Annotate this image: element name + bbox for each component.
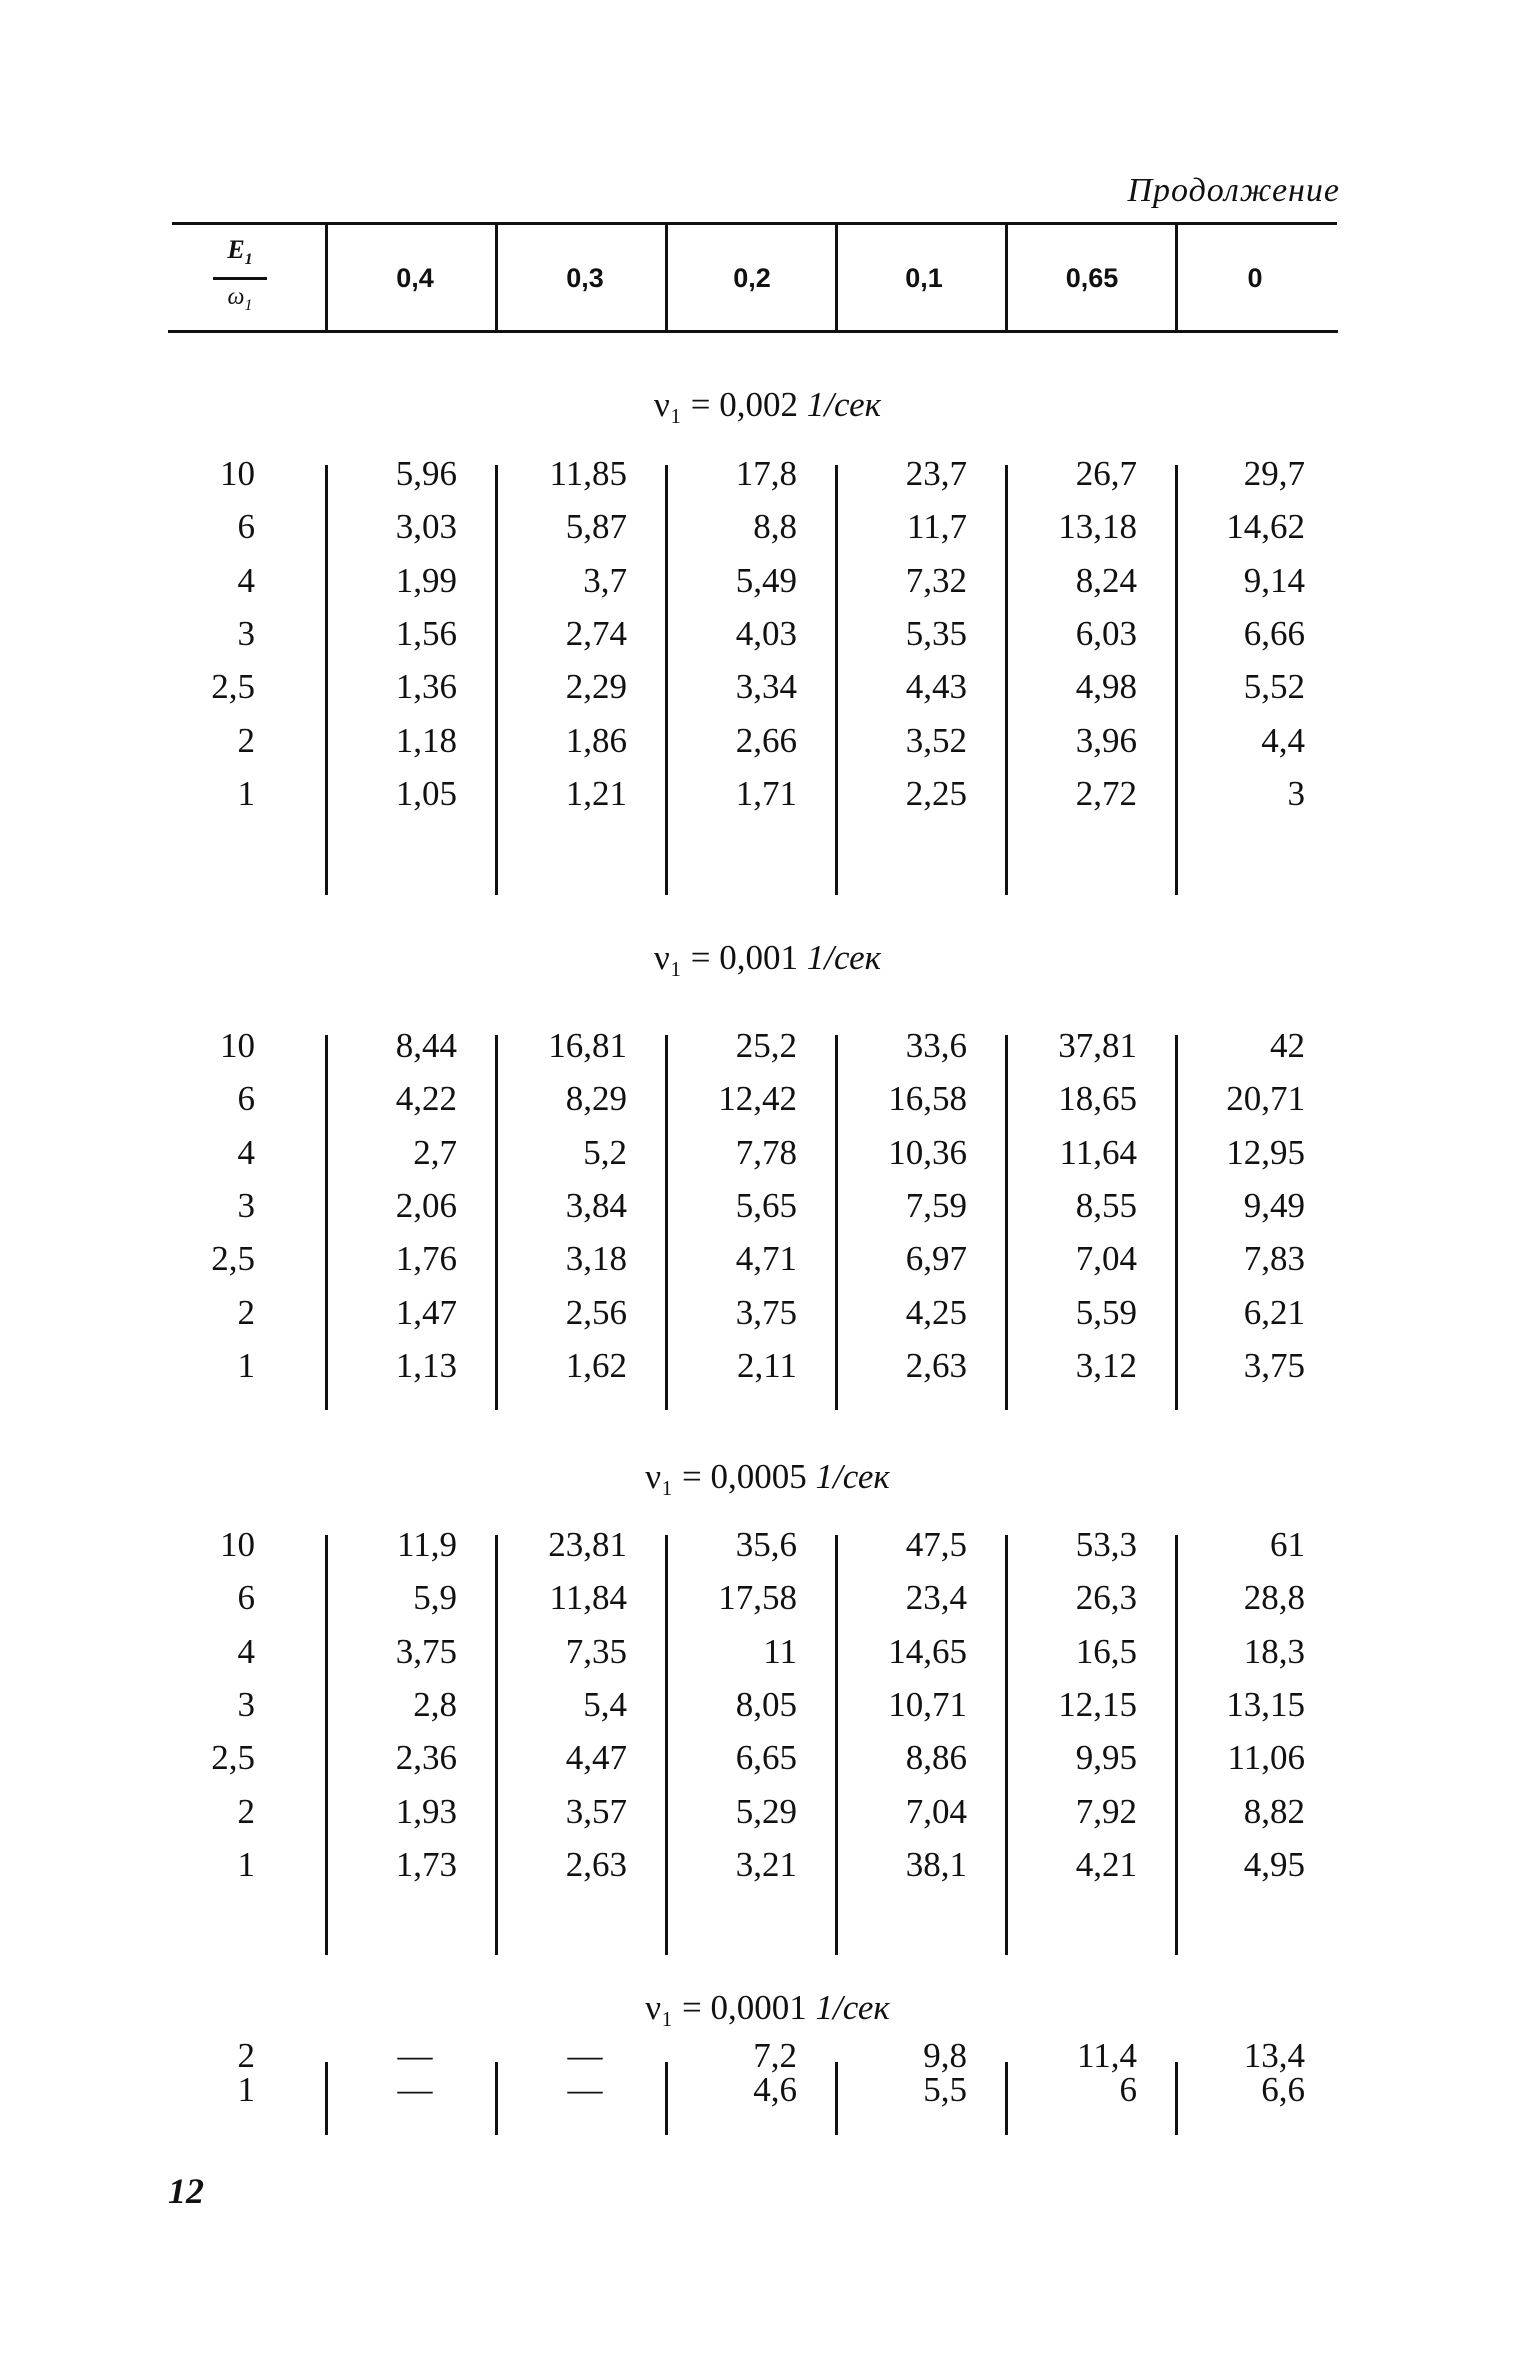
header-top-rule <box>172 222 1337 225</box>
page-number: 12 <box>168 2171 204 2211</box>
table-cell: 4,22 <box>395 1079 457 1119</box>
table-cell: 12,42 <box>718 1079 797 1119</box>
table-cell: 4,4 <box>1261 720 1305 760</box>
table-cell: — <box>397 2036 433 2075</box>
table-cell: 5,59 <box>1075 1292 1137 1332</box>
header-label-numerator <box>205 235 275 275</box>
table-cell: 2,63 <box>565 1844 627 1884</box>
table-cell: 5,5 <box>923 2070 967 2109</box>
row-key: 4 <box>237 1631 255 1671</box>
table-cell: 7,2 <box>753 2036 797 2075</box>
column-rule <box>495 2062 498 2135</box>
table-cell: 3,7 <box>583 560 627 600</box>
table-cell: 4,43 <box>905 667 967 707</box>
denominator-subscript: 1 <box>244 296 253 314</box>
section-caption <box>0 938 1535 978</box>
row-key: 4 <box>237 560 255 600</box>
caption-viscosity: ν₁ = 0,0005 <box>645 1457 807 1496</box>
table-cell: 4,71 <box>735 1239 797 1279</box>
table-cell: 1,76 <box>395 1239 457 1279</box>
table-cell: 3,18 <box>565 1239 627 1279</box>
table-cell: 53,3 <box>1075 1525 1137 1564</box>
caption-viscosity: ν₁ = 0,0001 <box>645 1988 807 2027</box>
table-cell: 3,12 <box>1075 1345 1137 1385</box>
table-cell: 3,96 <box>1075 720 1137 760</box>
table-cell: 2,8 <box>413 1684 457 1724</box>
table-cell: 4,21 <box>1075 1844 1137 1884</box>
table-cell: 3,75 <box>1243 1345 1305 1385</box>
row-key: 3 <box>237 1684 255 1724</box>
row-key: 1 <box>237 773 255 813</box>
table-cell: 11,4 <box>1077 2036 1137 2075</box>
table-cell: 25,2 <box>735 1026 797 1065</box>
table-cell: 12,15 <box>1058 1684 1137 1724</box>
table-cell: 5,96 <box>395 454 457 493</box>
table-cell: 3,75 <box>735 1292 797 1332</box>
row-key: 6 <box>237 507 255 547</box>
header-column-label: 0,3 <box>566 263 604 293</box>
table-cell: 6 <box>1119 2070 1137 2109</box>
row-key: 1 <box>237 1345 255 1385</box>
table-cell: 37,81 <box>1058 1026 1137 1065</box>
table-cell: 10,71 <box>888 1684 967 1724</box>
table-cell: 7,78 <box>735 1132 797 1172</box>
row-key: 3 <box>237 613 255 653</box>
header-column-rule <box>665 222 668 330</box>
table-cell: — <box>397 2070 433 2109</box>
table-cell: 4,03 <box>735 613 797 653</box>
table-cell: 20,71 <box>1226 1079 1305 1119</box>
table-cell: 8,44 <box>395 1026 457 1065</box>
table-cell: 2,74 <box>565 613 627 653</box>
table-cell: 6,6 <box>1261 2070 1305 2109</box>
table-cell: 9,49 <box>1243 1185 1305 1225</box>
caption-unit: 1/сек <box>806 938 881 977</box>
table-cell: 5,29 <box>735 1791 797 1831</box>
table-cell: 16,58 <box>888 1079 967 1119</box>
table-cell: 6,66 <box>1243 613 1305 653</box>
table-cell: 26,3 <box>1075 1578 1137 1618</box>
header-column-rule <box>835 222 838 330</box>
table-cell: 28,8 <box>1243 1578 1305 1618</box>
row-key: 2,5 <box>211 667 255 707</box>
table-cell: 10,36 <box>888 1132 967 1172</box>
table-cell: 16,5 <box>1075 1631 1137 1671</box>
table-cell: 1,86 <box>565 720 627 760</box>
table-cell: 11,06 <box>1227 1738 1305 1778</box>
row-key: 2,5 <box>211 1738 255 1778</box>
header-column-label: 0,4 <box>396 263 434 293</box>
table-cell: 8,82 <box>1243 1791 1305 1831</box>
table-cell: 2,72 <box>1075 773 1137 813</box>
header-column-label: 0,65 <box>1065 263 1119 293</box>
table-cell: 42 <box>1270 1026 1305 1065</box>
table-cell: 7,83 <box>1243 1239 1305 1279</box>
row-key: 10 <box>220 454 255 493</box>
table-cell: 12,95 <box>1226 1132 1305 1172</box>
table-cell: 7,35 <box>565 1631 627 1671</box>
column-rule <box>325 2062 328 2135</box>
table-cell: 6,65 <box>735 1738 797 1778</box>
table-cell: 23,7 <box>905 454 967 493</box>
row-key: 2 <box>237 2036 255 2075</box>
header-column-label: 0,2 <box>733 263 771 293</box>
table-cell: 3,21 <box>735 1844 797 1884</box>
table-cell: 61 <box>1270 1525 1305 1564</box>
table-cell: 8,05 <box>735 1684 797 1724</box>
table-cell: 3,57 <box>565 1791 627 1831</box>
header-column-label: 0,1 <box>905 263 943 293</box>
row-key: 3 <box>237 1185 255 1225</box>
table-cell: 13,4 <box>1243 2036 1305 2075</box>
row-key: 1 <box>237 1844 255 1884</box>
table-cell: 4,95 <box>1243 1844 1305 1884</box>
table-cell: 26,7 <box>1075 454 1137 493</box>
table-cell: 1,93 <box>395 1791 457 1831</box>
table-cell: 3,84 <box>565 1185 627 1225</box>
row-key: 10 <box>220 1525 255 1564</box>
table-cell: 13,18 <box>1058 507 1137 547</box>
header-label-denominator <box>205 282 275 321</box>
table-cell: 3,03 <box>395 507 457 547</box>
table-cell: 5,87 <box>565 507 627 547</box>
numerator-subscript: 1 <box>244 251 253 269</box>
table-cell: 2,06 <box>395 1185 457 1225</box>
row-key: 4 <box>237 1132 255 1172</box>
table-cell: 33,6 <box>905 1026 967 1065</box>
table-cell: 2,63 <box>905 1345 967 1385</box>
table-cell: 8,55 <box>1075 1185 1137 1225</box>
caption-unit: 1/сек <box>806 385 881 424</box>
row-key: 10 <box>220 1026 255 1065</box>
table-cell: 3,34 <box>735 667 797 707</box>
table-cell: 5,9 <box>413 1578 457 1618</box>
table-cell: 5,4 <box>583 1684 627 1724</box>
table-cell: 2,66 <box>735 720 797 760</box>
table-cell: 8,86 <box>905 1738 967 1778</box>
table-cell: 5,65 <box>735 1185 797 1225</box>
table-cell: 18,3 <box>1243 1631 1305 1671</box>
table-cell: 3 <box>1287 773 1305 813</box>
row-key: 1 <box>237 2070 255 2109</box>
table-cell: 1,73 <box>395 1844 457 1884</box>
table-cell: 1,36 <box>395 667 457 707</box>
table-cell: 5,35 <box>905 613 967 653</box>
table-cell: 7,04 <box>1075 1239 1137 1279</box>
header-label <box>205 235 275 321</box>
table-cell: 3,52 <box>905 720 967 760</box>
header-bottom-rule <box>168 330 1338 333</box>
table-cell: 18,65 <box>1058 1079 1137 1119</box>
numerator-symbol: E <box>227 235 245 264</box>
caption-unit: 1/сек <box>815 1988 890 2027</box>
table-cell: 2,36 <box>395 1738 457 1778</box>
table-cell: 8,8 <box>753 507 797 547</box>
denominator-symbol: ω <box>227 284 245 311</box>
header-column-rule <box>495 222 498 330</box>
row-key: 6 <box>237 1578 255 1618</box>
table-cell: 7,32 <box>905 560 967 600</box>
table-cell: 2,25 <box>905 773 967 813</box>
table-cell: 1,18 <box>395 720 457 760</box>
table-cell: 7,92 <box>1075 1791 1137 1831</box>
row-key: 2 <box>237 720 255 760</box>
row-key: 2 <box>237 1292 255 1332</box>
table-cell: — <box>567 2036 603 2075</box>
table-cell: 1,62 <box>565 1345 627 1385</box>
table-cell: 11,84 <box>549 1578 627 1618</box>
section-caption <box>0 1457 1535 1497</box>
table-cell: 4,98 <box>1075 667 1137 707</box>
caption-viscosity: ν₁ = 0,002 <box>654 385 799 424</box>
table-cell: 1,71 <box>735 773 797 813</box>
table-cell: 11,85 <box>549 454 627 493</box>
table-cell: 4,6 <box>753 2070 797 2109</box>
table-cell: 1,99 <box>395 560 457 600</box>
header-column-rule <box>1005 222 1008 330</box>
table-cell: 2,56 <box>565 1292 627 1332</box>
table-cell: 35,6 <box>735 1525 797 1564</box>
table-cell: — <box>567 2070 603 2109</box>
section-caption <box>0 385 1535 425</box>
table-cell: 8,24 <box>1075 560 1137 600</box>
table-cell: 7,59 <box>905 1185 967 1225</box>
table-cell: 9,95 <box>1075 1738 1137 1778</box>
table-cell: 1,56 <box>395 613 457 653</box>
table-cell: 5,49 <box>735 560 797 600</box>
table-cell: 4,47 <box>565 1738 627 1778</box>
section-caption <box>0 1988 1535 2028</box>
table-cell: 7,04 <box>905 1791 967 1831</box>
row-key: 2 <box>237 1791 255 1831</box>
table-cell: 29,7 <box>1243 454 1305 493</box>
caption-viscosity: ν₁ = 0,001 <box>654 938 799 977</box>
table-cell: 23,81 <box>548 1525 627 1564</box>
table-cell: 6,03 <box>1075 613 1137 653</box>
table-cell: 11 <box>763 1631 797 1671</box>
table-cell: 17,58 <box>718 1578 797 1618</box>
table-cell: 11,7 <box>907 507 967 547</box>
table-cell: 9,8 <box>923 2036 967 2075</box>
table-cell: 16,81 <box>548 1026 627 1065</box>
table-cell: 8,29 <box>565 1079 627 1119</box>
row-key: 6 <box>237 1079 255 1119</box>
table-cell: 14,62 <box>1226 507 1305 547</box>
table-cell: 6,97 <box>905 1239 967 1279</box>
table-cell: 1,05 <box>395 773 457 813</box>
table-cell: 3,75 <box>395 1631 457 1671</box>
table-cell: 1,13 <box>395 1345 457 1385</box>
table-cell: 6,21 <box>1243 1292 1305 1332</box>
table-cell: 5,2 <box>583 1132 627 1172</box>
table-cell: 38,1 <box>905 1844 967 1884</box>
table-cell: 2,7 <box>413 1132 457 1172</box>
caption-unit: 1/сек <box>815 1457 890 1496</box>
table-cell: 14,65 <box>888 1631 967 1671</box>
table-cell: 23,4 <box>905 1578 967 1618</box>
table-cell: 47,5 <box>905 1525 967 1564</box>
table-cell: 4,25 <box>905 1292 967 1332</box>
fraction-bar <box>213 277 267 280</box>
row-key: 2,5 <box>211 1239 255 1279</box>
continuation-label: Продолжение <box>1127 172 1340 209</box>
table-cell: 11,9 <box>397 1525 457 1564</box>
table-cell: 11,64 <box>1059 1132 1137 1172</box>
table-cell: 2,11 <box>737 1345 797 1385</box>
header-column-rule <box>325 222 328 330</box>
table-cell: 1,21 <box>565 773 627 813</box>
table-cell: 5,52 <box>1243 667 1305 707</box>
table-cell: 9,14 <box>1243 560 1305 600</box>
table-cell: 13,15 <box>1226 1684 1305 1724</box>
header-column-label: 0 <box>1247 263 1263 293</box>
table-cell: 17,8 <box>735 454 797 493</box>
table-cell: 1,47 <box>395 1292 457 1332</box>
table-cell: 2,29 <box>565 667 627 707</box>
header-column-rule <box>1175 222 1178 330</box>
